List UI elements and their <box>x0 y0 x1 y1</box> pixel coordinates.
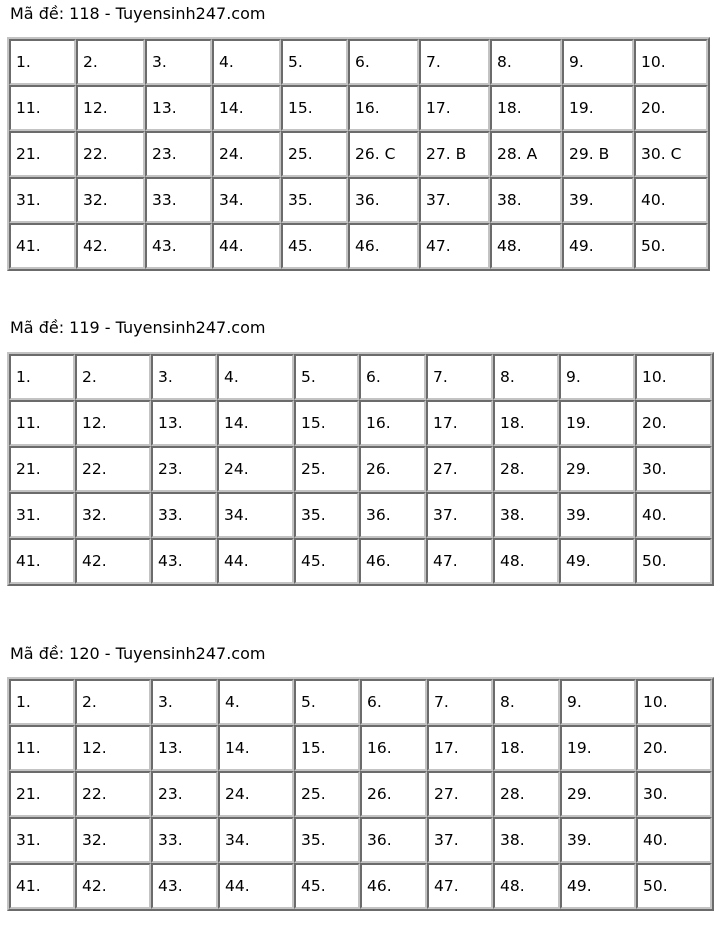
answer-cell: 13. <box>151 400 217 446</box>
answer-cell: 7. <box>427 679 493 725</box>
answer-cell: 49. <box>559 538 635 584</box>
answer-cell: 22. <box>76 131 145 177</box>
answer-cell: 25. <box>281 131 348 177</box>
answer-cell: 41. <box>9 223 76 269</box>
answer-cell: 18. <box>490 85 562 131</box>
answer-table <box>7 352 714 586</box>
answer-cell: 44. <box>217 538 294 584</box>
answer-cell: 9. <box>559 354 635 400</box>
answer-cell: 19. <box>559 400 635 446</box>
answer-cell: 8. <box>493 679 560 725</box>
answer-cell: 3. <box>145 39 212 85</box>
table-row <box>9 354 712 400</box>
answer-cell: 24. <box>212 131 281 177</box>
answer-cell: 32. <box>75 817 151 863</box>
answer-cell: 23. <box>151 771 218 817</box>
answer-cell: 5. <box>281 39 348 85</box>
answer-cell: 36. <box>348 177 419 223</box>
answer-cell: 13. <box>151 725 218 771</box>
answer-cell: 10. <box>636 679 712 725</box>
answer-cell: 31. <box>9 492 75 538</box>
answer-cell: 30. <box>635 446 712 492</box>
answer-cell: 27. <box>427 771 493 817</box>
answer-cell: 6. <box>359 354 426 400</box>
table-row <box>9 492 712 538</box>
answer-cell: 45. <box>294 538 359 584</box>
answer-table <box>7 37 710 271</box>
table-row <box>9 85 708 131</box>
answer-cell: 50. <box>636 863 712 909</box>
answer-cell: 29. B <box>562 131 634 177</box>
answer-cell: 23. <box>145 131 212 177</box>
answer-cell: 35. <box>294 492 359 538</box>
answer-cell: 38. <box>493 492 559 538</box>
answer-cell: 27. <box>426 446 493 492</box>
answer-cell: 50. <box>634 223 708 269</box>
answer-cell: 3. <box>151 679 218 725</box>
answer-cell: 28. A <box>490 131 562 177</box>
answer-cell: 37. <box>427 817 493 863</box>
answer-cell: 28. <box>493 446 559 492</box>
answer-cell: 37. <box>426 492 493 538</box>
answer-cell: 19. <box>562 85 634 131</box>
answer-cell: 15. <box>294 400 359 446</box>
answer-cell: 33. <box>151 492 217 538</box>
answer-cell: 42. <box>75 538 151 584</box>
answer-cell: 7. <box>419 39 490 85</box>
answer-cell: 18. <box>493 400 559 446</box>
answer-cell: 30. <box>636 771 712 817</box>
answer-cell: 34. <box>212 177 281 223</box>
answer-cell: 2. <box>76 39 145 85</box>
answer-cell: 50. <box>635 538 712 584</box>
answer-cell: 31. <box>9 817 75 863</box>
answer-cell: 38. <box>490 177 562 223</box>
answer-cell: 4. <box>217 354 294 400</box>
answer-cell: 35. <box>294 817 360 863</box>
table-row <box>9 725 712 771</box>
answer-cell: 18. <box>493 725 560 771</box>
answer-cell: 20. <box>634 85 708 131</box>
answer-cell: 41. <box>9 538 75 584</box>
answer-cell: 39. <box>562 177 634 223</box>
answer-cell: 33. <box>145 177 212 223</box>
answer-cell: 34. <box>218 817 294 863</box>
answer-cell: 28. <box>493 771 560 817</box>
table-row <box>9 863 712 909</box>
answer-cell: 8. <box>493 354 559 400</box>
answer-cell: 21. <box>9 446 75 492</box>
answer-cell: 39. <box>560 817 636 863</box>
answer-cell: 11. <box>9 400 75 446</box>
answer-cell: 22. <box>75 771 151 817</box>
answer-cell: 39. <box>559 492 635 538</box>
answer-cell: 16. <box>359 400 426 446</box>
answer-cell: 20. <box>635 400 712 446</box>
answer-cell: 48. <box>493 538 559 584</box>
answer-cell: 22. <box>75 446 151 492</box>
answer-cell: 2. <box>75 679 151 725</box>
answer-cell: 47. <box>427 863 493 909</box>
answer-cell: 48. <box>493 863 560 909</box>
answer-cell: 14. <box>212 85 281 131</box>
answer-cell: 45. <box>281 223 348 269</box>
table-row <box>9 771 712 817</box>
answer-cell: 31. <box>9 177 76 223</box>
answer-cell: 43. <box>151 863 218 909</box>
answer-cell: 44. <box>218 863 294 909</box>
answer-cell: 15. <box>281 85 348 131</box>
answer-cell: 48. <box>490 223 562 269</box>
answer-cell: 1. <box>9 354 75 400</box>
answer-cell: 41. <box>9 863 75 909</box>
answer-cell: 12. <box>76 85 145 131</box>
answer-cell: 4. <box>218 679 294 725</box>
answer-cell: 5. <box>294 679 360 725</box>
answer-cell: 15. <box>294 725 360 771</box>
answer-cell: 12. <box>75 725 151 771</box>
answer-cell: 40. <box>634 177 708 223</box>
answer-cell: 35. <box>281 177 348 223</box>
answer-cell: 2. <box>75 354 151 400</box>
exam-code-heading: Mã đề: 118 - Tuyensinh247.com <box>10 4 266 23</box>
answer-cell: 19. <box>560 725 636 771</box>
table-row <box>9 131 708 177</box>
answer-cell: 29. <box>560 771 636 817</box>
answer-cell: 11. <box>9 725 75 771</box>
answer-cell: 46. <box>360 863 427 909</box>
answer-cell: 34. <box>217 492 294 538</box>
answer-cell: 23. <box>151 446 217 492</box>
answer-cell: 49. <box>562 223 634 269</box>
answer-cell: 24. <box>217 446 294 492</box>
answer-cell: 42. <box>76 223 145 269</box>
exam-code-heading: Mã đề: 119 - Tuyensinh247.com <box>10 318 266 337</box>
exam-code-heading: Mã đề: 120 - Tuyensinh247.com <box>10 644 266 663</box>
answer-cell: 17. <box>419 85 490 131</box>
answer-cell: 44. <box>212 223 281 269</box>
answer-cell: 21. <box>9 771 75 817</box>
answer-cell: 32. <box>75 492 151 538</box>
answer-cell: 24. <box>218 771 294 817</box>
answer-cell: 4. <box>212 39 281 85</box>
answer-cell: 14. <box>218 725 294 771</box>
answer-cell: 11. <box>9 85 76 131</box>
answer-cell: 42. <box>75 863 151 909</box>
table-row <box>9 39 708 85</box>
table-row <box>9 446 712 492</box>
answer-cell: 26. <box>359 446 426 492</box>
answer-cell: 49. <box>560 863 636 909</box>
answer-cell: 30. C <box>634 131 708 177</box>
answer-cell: 13. <box>145 85 212 131</box>
answer-cell: 10. <box>634 39 708 85</box>
answer-cell: 26. C <box>348 131 419 177</box>
table-row <box>9 400 712 446</box>
answer-cell: 1. <box>9 679 75 725</box>
table-row <box>9 223 708 269</box>
answer-cell: 45. <box>294 863 360 909</box>
answer-cell: 33. <box>151 817 218 863</box>
answer-cell: 36. <box>360 817 427 863</box>
answer-cell: 47. <box>426 538 493 584</box>
answer-cell: 3. <box>151 354 217 400</box>
answer-cell: 10. <box>635 354 712 400</box>
answer-cell: 36. <box>359 492 426 538</box>
answer-table <box>7 677 714 911</box>
answer-cell: 43. <box>151 538 217 584</box>
table-row <box>9 817 712 863</box>
answer-cell: 40. <box>635 492 712 538</box>
table-row <box>9 177 708 223</box>
answer-cell: 8. <box>490 39 562 85</box>
answer-cell: 17. <box>426 400 493 446</box>
answer-cell: 25. <box>294 771 360 817</box>
answer-cell: 29. <box>559 446 635 492</box>
answer-cell: 12. <box>75 400 151 446</box>
answer-cell: 16. <box>348 85 419 131</box>
answer-cell: 14. <box>217 400 294 446</box>
answer-cell: 43. <box>145 223 212 269</box>
table-row <box>9 679 712 725</box>
answer-cell: 6. <box>360 679 427 725</box>
answer-cell: 7. <box>426 354 493 400</box>
answer-cell: 40. <box>636 817 712 863</box>
answer-cell: 26. <box>360 771 427 817</box>
answer-cell: 1. <box>9 39 76 85</box>
answer-cell: 16. <box>360 725 427 771</box>
table-row <box>9 538 712 584</box>
answer-cell: 6. <box>348 39 419 85</box>
answer-cell: 20. <box>636 725 712 771</box>
answer-cell: 46. <box>359 538 426 584</box>
answer-cell: 9. <box>562 39 634 85</box>
answer-cell: 37. <box>419 177 490 223</box>
answer-cell: 9. <box>560 679 636 725</box>
answer-cell: 25. <box>294 446 359 492</box>
answer-cell: 47. <box>419 223 490 269</box>
answer-cell: 38. <box>493 817 560 863</box>
answer-cell: 27. B <box>419 131 490 177</box>
answer-cell: 5. <box>294 354 359 400</box>
answer-cell: 17. <box>427 725 493 771</box>
answer-cell: 32. <box>76 177 145 223</box>
answer-cell: 46. <box>348 223 419 269</box>
answer-cell: 21. <box>9 131 76 177</box>
